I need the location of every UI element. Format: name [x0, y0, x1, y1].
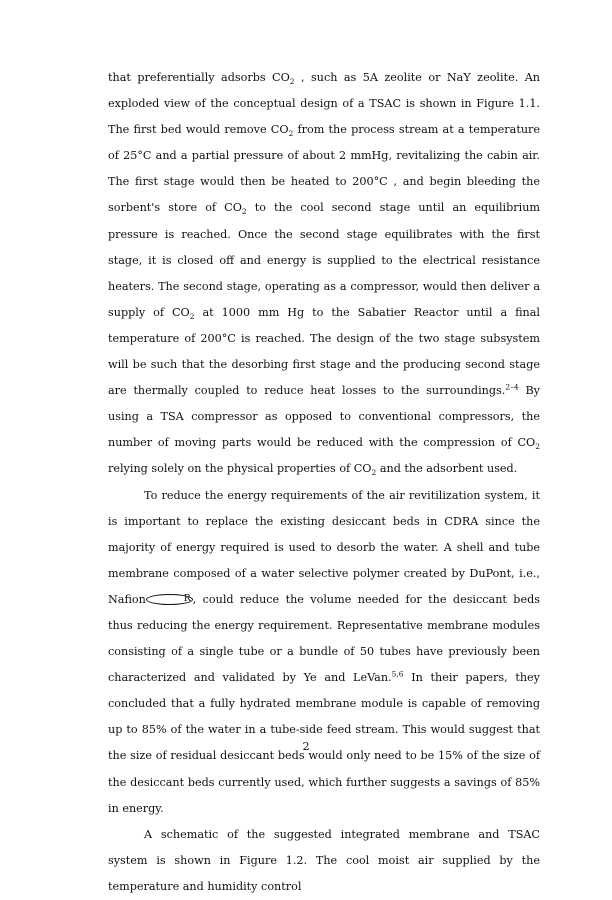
citation: 2–4: [505, 382, 519, 392]
page-body: [108, 65, 540, 900]
citation: 5,6: [391, 669, 404, 679]
paragraph-1: that preferentially adsorbs $CO_2$ , such as 5A zeolite or NaY zeolite. An exploded view of the conceptual design of a TSAC is shown in Figure 1.1. The first bed would remove $CO_2$ from the process stream at a temperature of 25°C and a partial pressure of about 2 mmHg, revitalizing the cabin air. The first stage would then be heated to 200°C , and begin bleeding the sorbent's store of $CO_2$ to the cool second stage until an equilibrium pressure is reached. Once the second stage equilibrates with the first stage, it is closed off and energy is supplied to the electrical resistance heaters. The second stage, operating as a compressor, would then deliver a supply of $CO_2$ at 1000 mm Hg to the Sabatier Reactor until a final temperature of 200°C is reached. The design of the two stage subsystem will be such that the desorbing first stage and the producing second stage are thermally coupled to reduce heat losses to the surroundings.$^{2-4}$ By using a TSA compressor as opposed to conventional compressors, the number of moving parts would be reduced with the compression of $CO_2$ relying solely on the physical properties of $CO_2$ and the adsorbent used.: [108, 71, 541, 478]
paragraph-3: A schematic of the suggested integrated membrane and TSAC system is shown in Figure 1.2. The cool moist air supplied by the temperature and humidity control: [108, 827, 540, 893]
registered-trademark-icon: R: [146, 594, 193, 605]
paragraph-2: To reduce the energy requirements of the air revitilization system, it is important to replace the existing desiccant beds in CDRA since the majority of energy required is used to desorb the water. A shell and tube membrane composed of a water selective polymer created by DuPont, i.e., Nafion $^R$ , could reduce the volume needed for the desiccant beds thus reducing the energy requirement. Representative membrane modules consisting of a single tube or a bundle of 50 tubes have previously been characterized and validated by Ye and LeVan.$^{5,6}$ In their papers, they concluded that a fully hydrated membrane module is capable of removing up to 85% of the water in a tube-side feed stream. This would suggest that the size of residual desiccant beds would only need to be 15% of the size of the desiccant beds currently used, which further suggests a savings of 85% in energy.: [108, 488, 540, 815]
page-number: 2: [302, 740, 310, 753]
